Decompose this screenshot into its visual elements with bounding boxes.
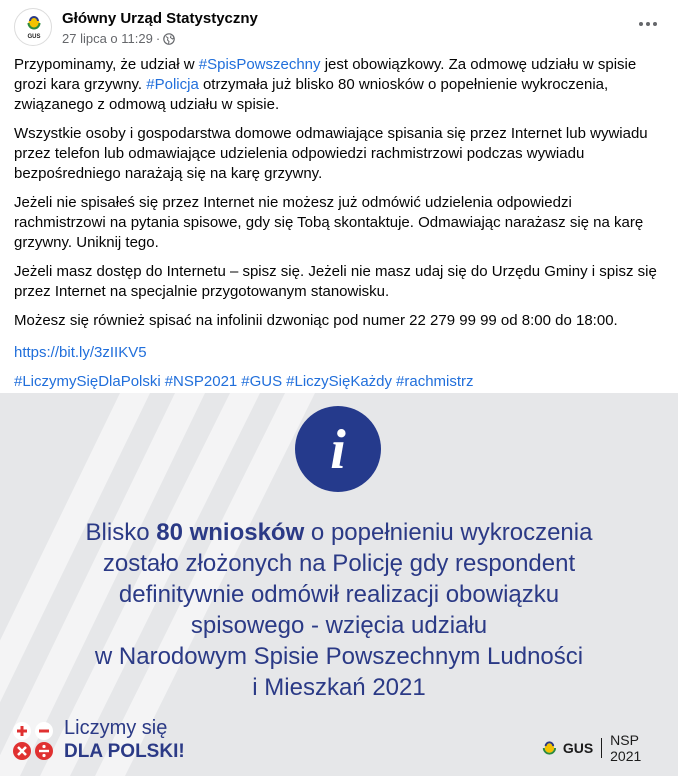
hashtag-link[interactable]: #SpisPowszechny <box>198 56 321 73</box>
post-header <box>14 8 664 48</box>
paragraph-1: Przypominamy, że udział w #SpisPowszechny jest obowiązkowy. Za odmowę udziału w spisie grozi kara grzywny. #Policja otrzymała już blisko 80 wniosków o popełnienie wykroczenia, związanego z odmową udziału w spisie. <box>14 56 637 113</box>
post-text <box>14 55 664 401</box>
svg-text:i: i <box>330 419 346 481</box>
gus-logo-icon <box>15 9 53 47</box>
post-date[interactable]: 27 lipca o 11:29 <box>62 31 153 46</box>
hashtag-link[interactable]: #LiczymySięDlaPolski <box>14 373 161 390</box>
image-headline: Blisko 80 wniosków o popełnieniu wykroczenia zostało złożonych na Policję gdy respondent definitywnie odmówił realizacji obowiązku spisowego - wzięcia udziału w Narodowym Spisie Powszechnym Ludności i Mieszkań 2021 <box>85 519 593 701</box>
campaign-logo <box>12 715 202 765</box>
hashtag-link[interactable]: #LiczySięKażdy <box>286 373 393 390</box>
post-meta <box>62 31 175 46</box>
short-link[interactable]: https://bit.ly/3zIIKV5 <box>14 344 147 361</box>
more-options-icon[interactable] <box>634 14 662 34</box>
hashtag-list <box>14 372 664 392</box>
math-signs-icon <box>12 721 56 761</box>
nsp-logo-text: NSP 2021 <box>610 732 642 764</box>
meta-separator: · <box>155 31 161 46</box>
campaign-line-2: DLA POLSKI! <box>64 741 185 762</box>
hashtag-link[interactable]: #rachmistrz <box>396 373 474 390</box>
hashtag-link[interactable]: #GUS <box>241 373 283 390</box>
campaign-line-1: Liczymy się <box>64 717 168 739</box>
gus-logo-text: GUS <box>562 740 594 756</box>
paragraph-2: Wszystkie osoby i gospodarstwa domowe odmawiające spisania się przez Internet lub wywiadu przez telefon lub odmawiające udzielenia odpowiedzi rachmistrzowi podczas wywiadu bezpośredniego narażają się na karę grzywny. <box>14 125 648 182</box>
post-image[interactable] <box>0 393 678 776</box>
paragraph-3: Jeżeli nie spisałeś się przez Internet nie możesz już odmówić udzielenia odpowiedzi rachmistrzowi na pytania spisowe, gdy się Tobą skontaktuje. Odmawiając narażasz się na karę grzywny. Uniknij tego. <box>14 194 644 251</box>
svg-text:GUS: GUS <box>27 34 41 40</box>
paragraph-5: Możesz się również spisać na infolinii dzwoniąc pod numer 22 279 99 99 od 8:00 do 18:00. <box>14 312 618 329</box>
avatar[interactable] <box>14 8 52 46</box>
logo-divider <box>601 738 602 758</box>
paragraph-4: Jeżeli masz dostęp do Internetu – spisz się. Jeżeli nie masz udaj się do Urzędu Gminy i spisz się przez Internet na specjalnie przygotowanym stanowisku. <box>14 263 657 300</box>
short-link-line <box>14 343 664 363</box>
info-icon <box>295 406 381 492</box>
gus-mark-icon <box>540 738 559 758</box>
hashtag-link[interactable]: #Policja <box>146 76 199 93</box>
gus-nsp-logo <box>540 732 670 764</box>
globe-icon[interactable] <box>163 33 175 45</box>
author-name[interactable]: Główny Urząd Statystyczny <box>62 10 258 27</box>
hashtag-link[interactable]: #NSP2021 <box>164 373 238 390</box>
